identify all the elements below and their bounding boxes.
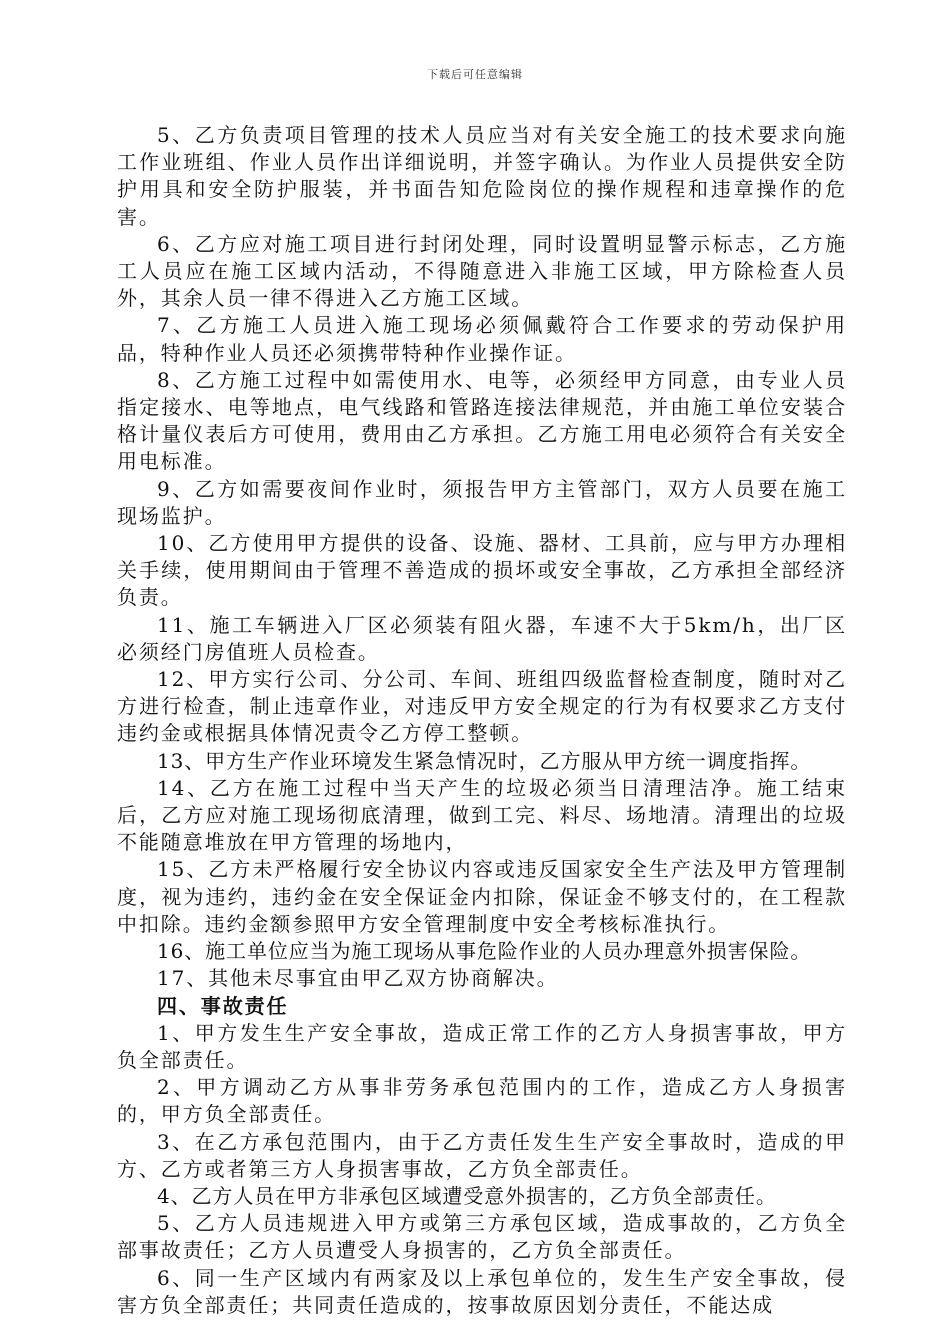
clause-7: 7、乙方施工人员进入施工现场必须佩戴符合工作要求的劳动保护用品，特种作业人员还必须携带特种作业操作证。: [117, 313, 847, 365]
clause-8: 8、乙方施工过程中如需使用水、电等，必须经甲方同意，由专业人员指定接水、电等地点，电气线路和管路连接法律规范，并由施工单位安装合格计量仪表后方可使用，费用由乙方承担。乙方施工用电必须符合有关安全用电标准。: [117, 367, 847, 474]
liability-clause-3: 3、在乙方承包范围内，由于乙方责任发生生产安全事故时，造成的甲方、乙方或者第三方人身损害事故，乙方负全部责任。: [117, 1129, 847, 1181]
liability-clause-6: 6、同一生产区域内有两家及以上承包单位的，发生生产安全事故，侵害方负全部责任；共同责任造成的，按事故原因划分责任，不能达成: [117, 1265, 847, 1317]
clause-11: 11、施工车辆进入厂区必须装有阻火器，车速不大于5km/h，出厂区必须经门房值班人员检查。: [117, 612, 847, 664]
document-body: [117, 122, 847, 1319]
section-heading-accident-liability: 四、事故责任: [157, 993, 289, 1018]
page-header-note: 下载后可任意编辑: [427, 68, 523, 81]
clause-16: 16、施工单位应当为施工现场从事危险作业的人员办理意外损害保险。: [157, 939, 812, 964]
clause-9: 9、乙方如需要夜间作业时，须报告甲方主管部门，双方人员要在施工现场监护。: [117, 476, 847, 528]
clause-12: 12、甲方实行公司、分公司、车间、班组四级监督检查制度，随时对乙方进行检查，制止违章作业，对违反甲方安全规定的行为有权要求乙方支付违约金或根据具体情况责令乙方停工整顿。: [117, 667, 847, 746]
clause-17: 17、其他未尽事宜由甲乙双方协商解决。: [157, 966, 559, 991]
liability-clause-4: 4、乙方人员在甲方非承包区域遭受意外损害的，乙方负全部责任。: [157, 1183, 777, 1208]
clause-6: 6、乙方应对施工项目进行封闭处理，同时设置明显警示标志，乙方施工人员应在施工区域内活动，不得随意进入非施工区域，甲方除检查人员外，其余人员一律不得进入乙方施工区域。: [117, 231, 847, 311]
clause-10: 10、乙方使用甲方提供的设备、设施、器材、工具前，应与甲方办理相关手续，使用期间由于管理不善造成的损坏或安全事故，乙方承担全部经济负责。: [117, 531, 847, 610]
liability-clause-1: 1、甲方发生生产安全事故，造成正常工作的乙方人身损害事故，甲方负全部责任。: [117, 1020, 847, 1072]
liability-clause-5: 5、乙方人员违规进入甲方或第三方承包区域，造成事故的，乙方负全部事故责任；乙方人员遭受人身损害的，乙方负全部责任。: [117, 1211, 847, 1263]
clause-14: 14、乙方在施工过程中当天产生的垃圾必须当日清理洁净。施工结束后，乙方应对施工现场彻底清理，做到工完、料尽、场地清。清理出的垃圾不能随意堆放在甲方管理的场地内，: [117, 775, 847, 855]
clause-13: 13、甲方生产作业环境发生紧急情况时，乙方服从甲方统一调度指挥。: [157, 748, 812, 773]
clause-15: 15、乙方未严格履行安全协议内容或违反国家安全生产法及甲方管理制度，视为违约，违约金在安全保证金内扣除，保证金不够支付的，在工程款中扣除。违约金额参照甲方安全管理制度中安全考核标准执行。: [117, 857, 847, 936]
liability-clause-2: 2、甲方调动乙方从事非劳务承包范围内的工作，造成乙方人身损害的，甲方负全部责任。: [117, 1075, 847, 1127]
clause-5: 5、乙方负责项目管理的技术人员应当对有关安全施工的技术要求向施工作业班组、作业人员作出详细说明，并签字确认。为作业人员提供安全防护用具和安全防护服装，并书面告知危险岗位的操作规程和违章操作的危害。: [117, 123, 847, 229]
